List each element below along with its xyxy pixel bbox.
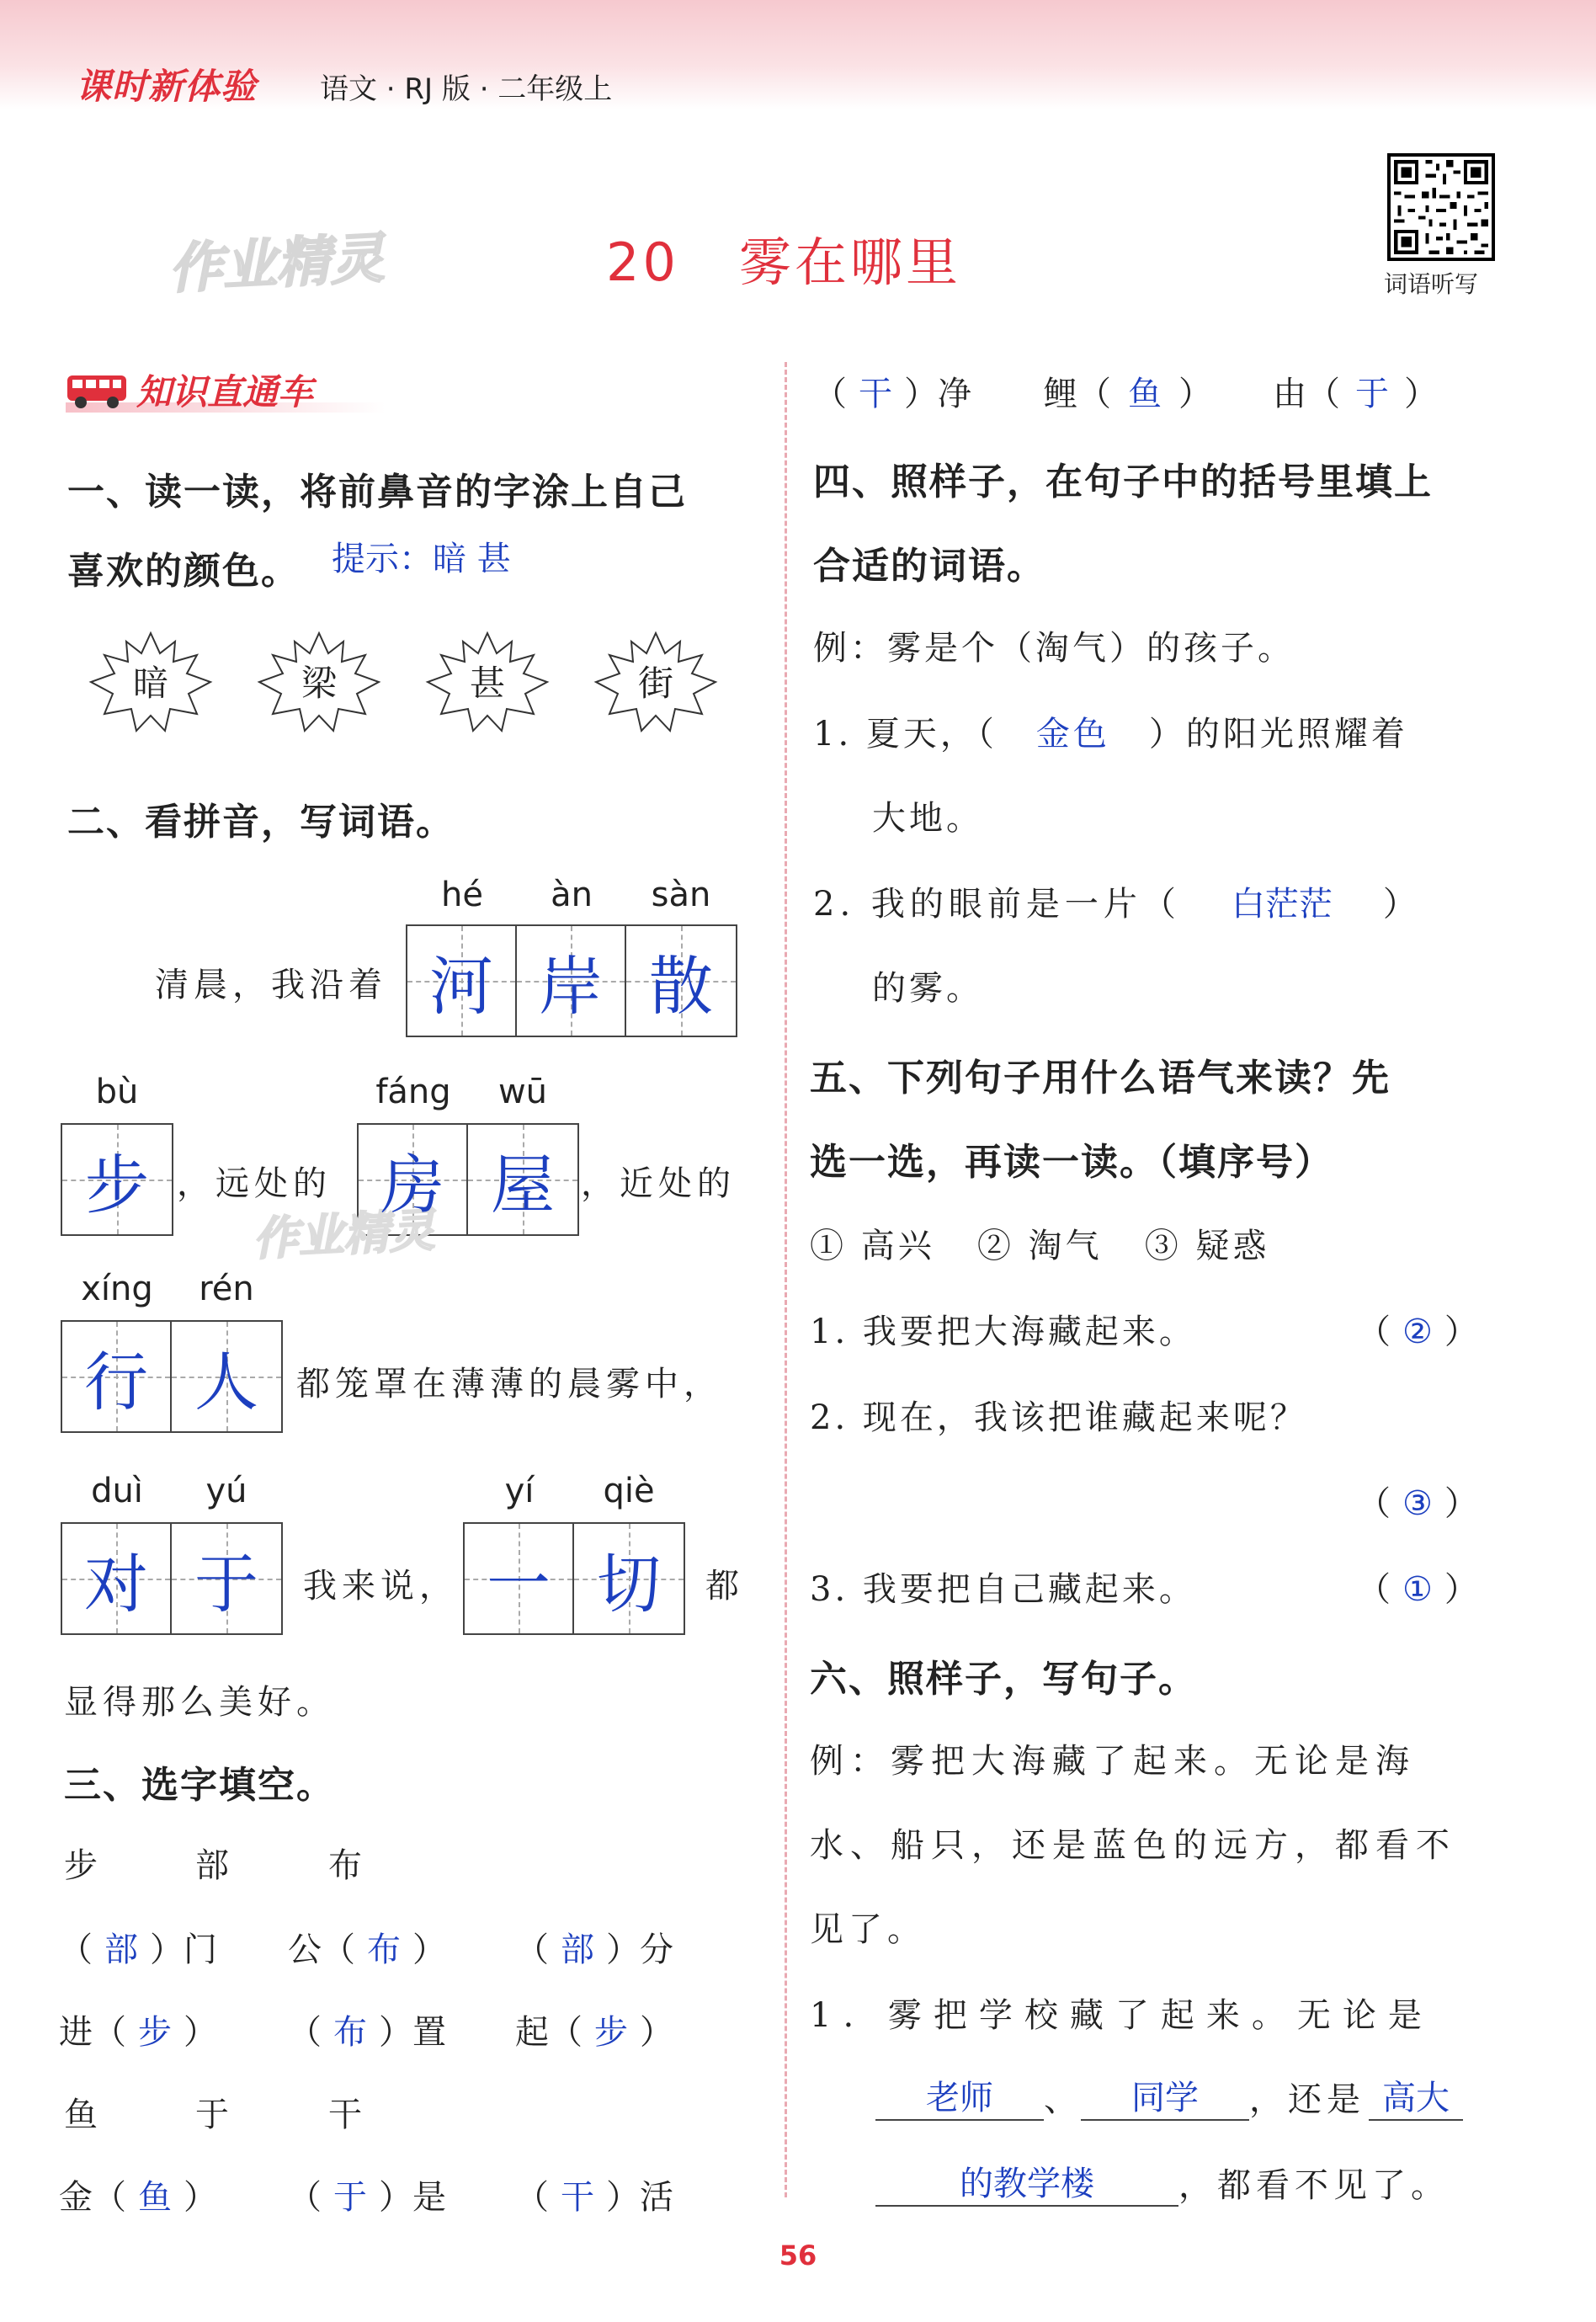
- q5-item2-answer: [1357, 1477, 1478, 1525]
- answer-char: 岸: [539, 948, 603, 1024]
- q3-choice-char: 部: [195, 1846, 229, 1885]
- paren-text: ）: [640, 2013, 673, 2052]
- paren-text: ）: [1404, 375, 1438, 413]
- grid-yiqie: [463, 1522, 685, 1635]
- q5-heading-line2: 选一选，再读一读。（填序号）: [810, 1141, 1333, 1184]
- pinyin-he: hé: [441, 876, 483, 914]
- answer-text[interactable]: 金色: [1035, 715, 1110, 754]
- answer-text[interactable]: 部: [561, 1931, 594, 1969]
- answer-text[interactable]: ③: [1402, 1484, 1433, 1523]
- item-text: ，还是: [1249, 2080, 1365, 2119]
- grid-bu: [61, 1123, 173, 1236]
- pinyin-bu: bù: [95, 1073, 139, 1111]
- q3-item-gongbu: [288, 1923, 446, 1971]
- q4-item1-cont: 大地。: [872, 799, 983, 838]
- q6-item1-line2: [875, 2071, 1463, 2121]
- answer-text[interactable]: 步: [138, 2013, 172, 2052]
- pinyin-san: sàn: [651, 876, 711, 914]
- paren-text: （: [515, 2178, 549, 2217]
- answer-text[interactable]: 布: [333, 2013, 367, 2052]
- answer-char: 人: [194, 1344, 258, 1419]
- paren-text: ）净: [904, 375, 971, 413]
- paren-text: （: [1357, 1570, 1391, 1609]
- q4-item2: [813, 877, 1422, 925]
- paren-text: （: [515, 1931, 549, 1969]
- leaf-char-3: 甚: [469, 663, 506, 704]
- q3-choice-char: 布: [328, 1846, 362, 1885]
- answer-blank[interactable]: 同学: [1081, 2071, 1249, 2121]
- q6-heading: 六、照样子，写句子。: [810, 1658, 1197, 1701]
- watermark-logo: 作业精灵: [251, 1203, 436, 1266]
- q4-heading-line2: 合适的词语。: [813, 545, 1045, 588]
- answer-char: 屋: [491, 1147, 555, 1222]
- paren-text: ）是: [379, 2178, 446, 2217]
- q3-choice-char: 干: [328, 2096, 362, 2134]
- q5-options: ① 高兴 ② 淘气 ③ 疑惑: [810, 1227, 1270, 1265]
- item-text: 1. 夏天，（: [813, 715, 998, 754]
- q1-leaves: [88, 628, 744, 746]
- q6-example-line1: 例：雾把大海藏了起来。无论是海: [810, 1742, 1416, 1781]
- answer-char: 切: [597, 1546, 661, 1622]
- q1-hint: 提示：暗 甚: [332, 540, 511, 578]
- item-text: 2. 我的眼前是一片（: [813, 885, 1181, 924]
- pinyin-xing: xíng: [81, 1270, 153, 1308]
- pinyin-yi: yí: [504, 1472, 535, 1510]
- pinyin-an: àn: [551, 876, 593, 914]
- pinyin-qie: qiè: [603, 1472, 655, 1510]
- item-text: ）: [1382, 885, 1422, 924]
- q5-item3-answer: [1357, 1563, 1478, 1611]
- grid-cell[interactable]: [172, 1524, 281, 1633]
- pinyin-row-1: [407, 876, 736, 914]
- item-text: 、: [1044, 2080, 1077, 2119]
- pinyin-yu: yú: [205, 1472, 247, 1510]
- grid-xingren: [61, 1320, 283, 1433]
- paren-text: 进（: [59, 2013, 126, 2052]
- qr-code-icon[interactable]: [1387, 153, 1495, 261]
- answer-text[interactable]: 干: [859, 375, 892, 413]
- q3-item-ganhuo: [515, 2170, 673, 2218]
- maple-leaf-3[interactable]: [424, 628, 551, 738]
- watermark-logo: 作业精灵: [167, 227, 386, 301]
- leaf-char-1: 暗: [132, 663, 169, 704]
- answer-char: 行: [84, 1344, 148, 1419]
- q6-example-line2: 水、船只，还是蓝色的远方，都看不: [810, 1826, 1456, 1865]
- q3-item-youyu: [1273, 367, 1438, 415]
- q3-item-liyu: [1044, 367, 1212, 415]
- answer-text[interactable]: 白茫茫: [1231, 885, 1333, 924]
- q4-item1: [813, 707, 1408, 755]
- paren-text: （: [1357, 1313, 1391, 1351]
- answer-char: 河: [429, 948, 493, 1024]
- q1-heading-line2: 喜欢的颜色。: [67, 550, 300, 593]
- q5-item1-answer: [1357, 1305, 1478, 1353]
- answer-text[interactable]: 布: [367, 1931, 401, 1969]
- grid-he-an-san: [406, 924, 737, 1037]
- answer-text[interactable]: 鱼: [138, 2178, 172, 2217]
- pinyin-row-xingren: [62, 1270, 281, 1308]
- q3-item-qibu: [515, 2005, 673, 2053]
- leaf-char-2: 梁: [301, 663, 338, 704]
- answer-blank[interactable]: 老师: [875, 2071, 1044, 2121]
- page-number: 56: [779, 2239, 817, 2271]
- answer-text[interactable]: ①: [1402, 1570, 1433, 1609]
- grid-duiyu: [61, 1522, 283, 1635]
- pinyin-row-duiyu: [62, 1472, 281, 1510]
- pinyin-fang: fáng: [375, 1073, 451, 1111]
- answer-blank[interactable]: 的教学楼: [875, 2157, 1178, 2207]
- q4-item2-cont: 的雾。: [872, 969, 983, 1008]
- answer-char: 于: [194, 1546, 258, 1622]
- q3-choice-char: 于: [195, 2096, 229, 2134]
- answer-text[interactable]: 步: [594, 2013, 628, 2052]
- q2-heading: 二、看拼音，写词语。: [67, 801, 455, 844]
- grid-cell[interactable]: [62, 1125, 172, 1234]
- q2-mid-text2: ，近处的: [581, 1164, 736, 1203]
- item-text: ）的阳光照耀着: [1148, 715, 1408, 754]
- q2-mid-text1: ，远处的: [177, 1164, 332, 1203]
- q4-example: 例：雾是个（淘气）的孩子。: [813, 629, 1295, 668]
- pinyin-ren: rén: [199, 1270, 254, 1308]
- q3-item-jinbu: [59, 2005, 217, 2053]
- answer-text[interactable]: ②: [1402, 1313, 1433, 1351]
- maple-leaf-1[interactable]: [88, 628, 214, 738]
- maple-leaf-2[interactable]: [256, 628, 382, 738]
- paren-text: （: [813, 375, 847, 413]
- q4-heading-line1: 四、照样子，在句子中的括号里填上: [813, 461, 1433, 503]
- q5-item1: 1. 我要把大海藏起来。: [810, 1313, 1196, 1351]
- book-logo: 课时新体验: [76, 66, 258, 107]
- grid-cell[interactable]: [468, 1125, 577, 1234]
- answer-char: 步: [85, 1147, 149, 1222]
- q3-item-buzhi: [288, 2005, 446, 2053]
- paren-text: （: [1357, 1484, 1391, 1523]
- answer-char: 散: [649, 948, 713, 1024]
- q6-item1-line1: 1. 雾把学校藏了起来。无论是: [810, 1996, 1434, 2035]
- paren-text: ）: [1444, 1570, 1478, 1609]
- column-divider: [785, 362, 787, 2197]
- paren-text: ）分: [606, 1931, 673, 1969]
- grid-cell[interactable]: [574, 1524, 684, 1633]
- q5-item2: 2. 现在，我该把谁藏起来呢？: [810, 1398, 1307, 1437]
- paren-text: ）门: [150, 1931, 217, 1969]
- paren-text: ）: [1444, 1313, 1478, 1351]
- q2-line4-text: 我来说，: [303, 1567, 458, 1606]
- answer-text[interactable]: 于: [1355, 375, 1389, 413]
- paren-text: ）活: [606, 2178, 673, 2217]
- paren-text: ）: [412, 1931, 446, 1969]
- maple-leaf-4[interactable]: [593, 628, 719, 738]
- pinyin-row-yiqie: [465, 1472, 684, 1510]
- q3-item-ganjing: [813, 367, 971, 415]
- section-banner-label: 知识直通车: [136, 371, 314, 413]
- q1-heading-line1: 一、读一读，将前鼻音的字涂上自己: [67, 471, 687, 514]
- answer-text[interactable]: 于: [333, 2178, 367, 2217]
- grid-cell[interactable]: [62, 1322, 172, 1431]
- paren-text: 公（: [288, 1931, 355, 1969]
- grid-cell[interactable]: [465, 1524, 574, 1633]
- answer-char: 一: [487, 1546, 551, 1622]
- q2-line1-text: 清晨，我沿着: [155, 966, 387, 1004]
- paren-text: 金（: [59, 2178, 126, 2217]
- q3-choice-char: 步: [64, 1846, 98, 1885]
- answer-char: 对: [84, 1546, 148, 1622]
- paren-text: 起（: [515, 2013, 583, 2052]
- paren-text: ）: [184, 2178, 217, 2217]
- paren-text: ）: [1178, 375, 1212, 413]
- paren-text: （: [59, 1931, 93, 1969]
- paren-text: （: [288, 2013, 322, 2052]
- grid-cell[interactable]: [172, 1322, 281, 1431]
- book-info: 语文 · RJ 版 · 二年级上: [320, 72, 613, 106]
- paren-text: 由（: [1273, 375, 1340, 413]
- q2-line4-end: 都: [705, 1567, 739, 1606]
- pinyin-wu: wū: [497, 1073, 548, 1111]
- grid-fangwu: [357, 1123, 579, 1236]
- answer-text[interactable]: 鱼: [1128, 375, 1162, 413]
- qr-caption: 词语听写: [1384, 270, 1479, 298]
- q6-item1-line3: [875, 2157, 1450, 2207]
- q2-line3-text: 都笼罩在薄薄的晨雾中，: [296, 1365, 722, 1403]
- paren-text: 鲤（: [1044, 375, 1111, 413]
- answer-text[interactable]: 部: [104, 1931, 138, 1969]
- q3-heading: 三、选字填空。: [64, 1764, 335, 1807]
- item-text: ，都看不见了。: [1178, 2166, 1450, 2205]
- pinyin-dui: duì: [91, 1472, 143, 1510]
- answer-text[interactable]: 干: [561, 2178, 594, 2217]
- q5-item3: 3. 我要把自己藏起来。: [810, 1570, 1196, 1609]
- q6-example-line3: 见了。: [810, 1910, 926, 1949]
- pinyin-row-fangwu: [359, 1073, 577, 1111]
- q3-item-jinyu: [59, 2170, 217, 2218]
- answer-char: 房: [380, 1147, 444, 1222]
- q3-item-bumen: [59, 1923, 217, 1971]
- grid-cell[interactable]: [626, 926, 736, 1036]
- paren-text: （: [288, 2178, 322, 2217]
- q5-heading-line1: 五、下列句子用什么语气来读？先: [810, 1057, 1391, 1100]
- paren-text: ）: [184, 2013, 217, 2052]
- paren-text: ）置: [379, 2013, 446, 2052]
- lesson-title: 20 雾在哪里: [606, 232, 962, 293]
- q2-line5-text: 显得那么美好。: [64, 1683, 335, 1722]
- q3-choice-char: 鱼: [64, 2096, 98, 2134]
- grid-cell[interactable]: [62, 1524, 172, 1633]
- paren-text: ）: [1444, 1484, 1478, 1523]
- grid-cell[interactable]: [517, 926, 626, 1036]
- section-banner: [66, 369, 313, 411]
- q3-item-yushi: [288, 2170, 446, 2218]
- answer-blank[interactable]: 高大: [1369, 2071, 1463, 2121]
- grid-cell[interactable]: [407, 926, 517, 1036]
- q3-item-bufen: [515, 1923, 673, 1971]
- leaf-char-4: 街: [637, 663, 674, 704]
- bus-icon: [66, 372, 130, 411]
